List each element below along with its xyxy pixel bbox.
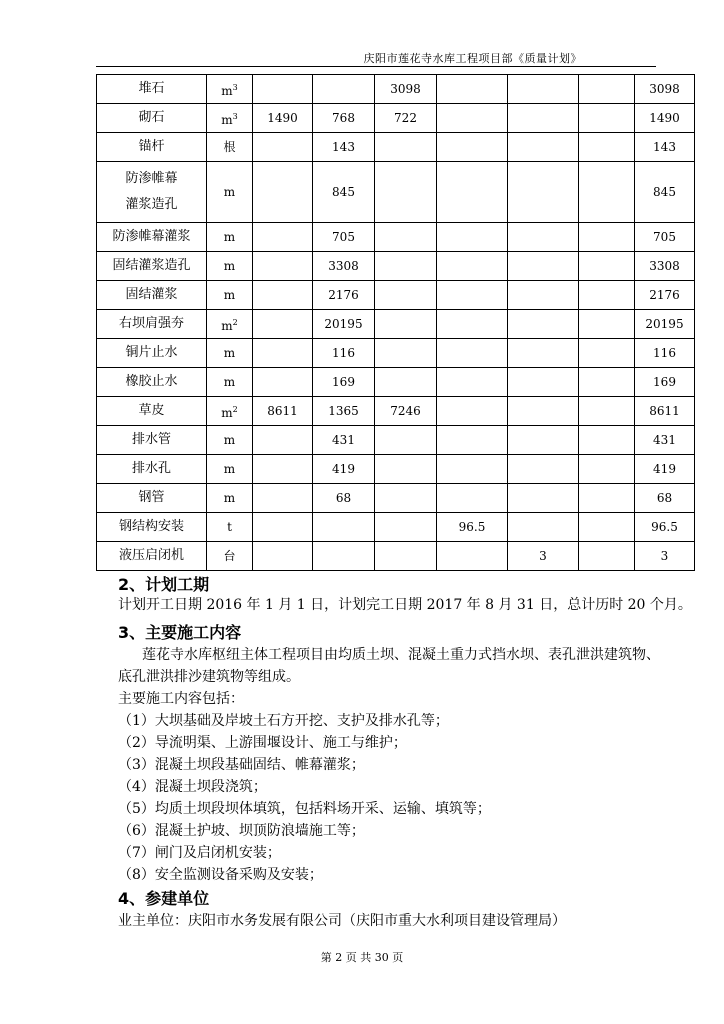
unit: m bbox=[223, 375, 236, 389]
unit-cell bbox=[207, 542, 253, 571]
value-cell bbox=[253, 281, 313, 310]
unit-cell bbox=[207, 281, 253, 310]
list-item: （5）均质土坝段坝体填筑，包括料场开采、运输、填筑等； bbox=[118, 801, 491, 817]
item-name-cell bbox=[97, 162, 207, 223]
value-cell: 3098 bbox=[375, 75, 437, 104]
item-name-cell bbox=[97, 426, 207, 455]
list-item: （4）混凝土坝段浇筑； bbox=[118, 779, 267, 795]
item-name: 防渗帷幕 bbox=[125, 171, 178, 186]
unit-cell bbox=[207, 162, 253, 223]
value-cell: 722 bbox=[375, 104, 437, 133]
section-3-list bbox=[118, 710, 491, 886]
unit-cell bbox=[207, 426, 253, 455]
value-cell bbox=[375, 252, 437, 281]
item-name-cell bbox=[97, 339, 207, 368]
value-cell bbox=[437, 484, 508, 513]
item-name: 固结灌浆 bbox=[125, 287, 178, 302]
item-name: 锚杆 bbox=[138, 139, 165, 154]
section-4-text: 业主单位：庆阳市水务发展有限公司（庆阳市重大水利项目建设管理局） bbox=[118, 913, 566, 929]
value-cell bbox=[508, 133, 579, 162]
value-cell bbox=[375, 513, 437, 542]
value-cell bbox=[375, 223, 437, 252]
total-cell: 116 bbox=[635, 339, 695, 368]
item-name: 防渗帷幕灌浆 bbox=[112, 229, 191, 244]
unit: m bbox=[221, 112, 233, 127]
unit-cell bbox=[207, 513, 253, 542]
empty-cell bbox=[579, 426, 635, 455]
list-item: （8）安全监测设备采购及安装； bbox=[118, 867, 323, 883]
empty-cell bbox=[579, 223, 635, 252]
section-3-intro: 主要施工内容包括： bbox=[118, 691, 244, 707]
item-name: 排水管 bbox=[131, 432, 171, 447]
table-row bbox=[97, 252, 695, 281]
item-name-cell bbox=[97, 484, 207, 513]
value-cell bbox=[508, 162, 579, 223]
total-cell: 845 bbox=[635, 162, 695, 223]
list-item: （3）混凝土坝段基础固结、帷幕灌浆； bbox=[118, 757, 365, 773]
list-item: （1）大坝基础及岸坡土石方开挖、支护及排水孔等； bbox=[118, 713, 449, 729]
value-cell bbox=[437, 455, 508, 484]
item-name-cell bbox=[97, 281, 207, 310]
total-cell: 96.5 bbox=[635, 513, 695, 542]
section-3-title: 3、主要施工内容 bbox=[118, 623, 242, 642]
unit-cell bbox=[207, 484, 253, 513]
item-name: 铜片止水 bbox=[125, 345, 178, 360]
unit-cell bbox=[207, 252, 253, 281]
total-cell: 3 bbox=[635, 542, 695, 571]
unit-superscript: 3 bbox=[232, 82, 238, 92]
page-footer: 第 2 页 共 30 页 bbox=[320, 951, 404, 964]
value-cell: 419 bbox=[313, 455, 375, 484]
value-cell bbox=[375, 426, 437, 455]
unit-cell bbox=[207, 310, 253, 339]
unit: m bbox=[221, 318, 233, 333]
unit-superscript: 2 bbox=[232, 404, 238, 414]
value-cell bbox=[253, 75, 313, 104]
table-row bbox=[97, 223, 695, 252]
item-name-cell bbox=[97, 368, 207, 397]
item-name-cell bbox=[97, 542, 207, 571]
item-name: 固结灌浆造孔 bbox=[112, 258, 191, 273]
item-name: 液压启闭机 bbox=[118, 548, 184, 563]
item-name: 堆石 bbox=[138, 81, 165, 96]
item-name: 钢管 bbox=[138, 490, 165, 505]
value-cell bbox=[508, 281, 579, 310]
total-cell: 169 bbox=[635, 368, 695, 397]
item-name-cell bbox=[97, 75, 207, 104]
table-row bbox=[97, 104, 695, 133]
total-cell: 419 bbox=[635, 455, 695, 484]
item-name-cell bbox=[97, 310, 207, 339]
value-cell bbox=[253, 252, 313, 281]
section-2-title: 2、计划工期 bbox=[118, 575, 210, 594]
unit-cell bbox=[207, 397, 253, 426]
item-name: 排水孔 bbox=[131, 461, 171, 476]
table-row bbox=[97, 513, 695, 542]
value-cell bbox=[375, 455, 437, 484]
value-cell bbox=[437, 252, 508, 281]
list-item: （7）闸门及启闭机安装； bbox=[118, 845, 281, 861]
empty-cell bbox=[579, 397, 635, 426]
empty-cell bbox=[579, 368, 635, 397]
section-3-para-line1: 莲花寺水库枢纽主体工程项目由均质土坝、混凝土重力式挡水坝、表孔泄洪建筑物、 bbox=[142, 647, 660, 663]
table-row bbox=[97, 281, 695, 310]
value-cell: 20195 bbox=[313, 310, 375, 339]
total-cell: 68 bbox=[635, 484, 695, 513]
total-cell: 705 bbox=[635, 223, 695, 252]
value-cell bbox=[437, 104, 508, 133]
value-cell bbox=[253, 484, 313, 513]
header-title: 庆阳市莲花寺水库工程项目部《质量计划》 bbox=[363, 52, 582, 65]
list-item: （2）导流明渠、上游围堰设计、施工与维护； bbox=[118, 735, 407, 751]
value-cell: 845 bbox=[313, 162, 375, 223]
value-cell bbox=[437, 133, 508, 162]
total-cell: 8611 bbox=[635, 397, 695, 426]
section-4-title: 4、参建单位 bbox=[118, 889, 210, 908]
unit: m bbox=[223, 185, 236, 199]
value-cell bbox=[437, 162, 508, 223]
value-cell bbox=[508, 455, 579, 484]
unit-cell bbox=[207, 368, 253, 397]
value-cell bbox=[375, 484, 437, 513]
item-name-cell bbox=[97, 455, 207, 484]
value-cell bbox=[313, 513, 375, 542]
value-cell bbox=[508, 426, 579, 455]
value-cell: 1365 bbox=[313, 397, 375, 426]
total-cell: 3098 bbox=[635, 75, 695, 104]
value-cell: 143 bbox=[313, 133, 375, 162]
value-cell bbox=[253, 223, 313, 252]
value-cell bbox=[375, 162, 437, 223]
value-cell bbox=[375, 368, 437, 397]
total-cell: 431 bbox=[635, 426, 695, 455]
list-item: （6）混凝土护坡、坝顶防浪墙施工等； bbox=[118, 823, 365, 839]
header-rule bbox=[96, 66, 656, 67]
value-cell bbox=[253, 542, 313, 571]
unit-cell bbox=[207, 104, 253, 133]
value-cell bbox=[437, 397, 508, 426]
table-row bbox=[97, 75, 695, 104]
unit-cell bbox=[207, 339, 253, 368]
value-cell bbox=[508, 75, 579, 104]
item-name: 钢结构安装 bbox=[118, 519, 184, 534]
value-cell: 2176 bbox=[313, 281, 375, 310]
value-cell: 3 bbox=[508, 542, 579, 571]
value-cell bbox=[437, 75, 508, 104]
empty-cell bbox=[579, 455, 635, 484]
unit-cell bbox=[207, 223, 253, 252]
value-cell: 68 bbox=[313, 484, 375, 513]
item-name-cell bbox=[97, 133, 207, 162]
value-cell bbox=[437, 368, 508, 397]
value-cell: 1490 bbox=[253, 104, 313, 133]
table-row bbox=[97, 426, 695, 455]
value-cell bbox=[508, 397, 579, 426]
unit: m bbox=[223, 433, 236, 447]
total-cell: 143 bbox=[635, 133, 695, 162]
empty-cell bbox=[579, 310, 635, 339]
value-cell: 3308 bbox=[313, 252, 375, 281]
unit: 根 bbox=[223, 140, 236, 154]
section-2-text: 计划开工日期 2016 年 1 月 1 日，计划完工日期 2017 年 8 月 31 日，总计历时 20 个月。 bbox=[118, 597, 692, 613]
table-row bbox=[97, 484, 695, 513]
item-name: 橡胶止水 bbox=[125, 374, 178, 389]
total-cell: 1490 bbox=[635, 104, 695, 133]
item-name-cell bbox=[97, 397, 207, 426]
table-row bbox=[97, 310, 695, 339]
value-cell bbox=[508, 104, 579, 133]
value-cell bbox=[253, 162, 313, 223]
unit: t bbox=[227, 520, 232, 534]
unit: m bbox=[223, 288, 236, 302]
empty-cell bbox=[579, 542, 635, 571]
total-cell: 20195 bbox=[635, 310, 695, 339]
unit: m bbox=[223, 259, 236, 273]
value-cell bbox=[375, 281, 437, 310]
item-name-cell bbox=[97, 252, 207, 281]
value-cell bbox=[437, 310, 508, 339]
item-name: 砌石 bbox=[138, 110, 165, 125]
value-cell: 7246 bbox=[375, 397, 437, 426]
value-cell bbox=[508, 223, 579, 252]
value-cell bbox=[375, 542, 437, 571]
unit: m bbox=[223, 462, 236, 476]
table-row bbox=[97, 397, 695, 426]
value-cell: 705 bbox=[313, 223, 375, 252]
table-row bbox=[97, 368, 695, 397]
value-cell: 169 bbox=[313, 368, 375, 397]
table-row bbox=[97, 455, 695, 484]
item-name-cell bbox=[97, 513, 207, 542]
unit-superscript: 3 bbox=[232, 111, 238, 121]
item-name-cell bbox=[97, 104, 207, 133]
unit: 台 bbox=[223, 549, 236, 563]
value-cell bbox=[508, 310, 579, 339]
value-cell bbox=[375, 339, 437, 368]
value-cell bbox=[437, 281, 508, 310]
value-cell bbox=[253, 513, 313, 542]
table-row bbox=[97, 162, 695, 223]
empty-cell bbox=[579, 484, 635, 513]
quantity-table bbox=[96, 74, 695, 571]
empty-cell bbox=[579, 162, 635, 223]
value-cell bbox=[253, 455, 313, 484]
item-name-line2: 灌浆造孔 bbox=[125, 197, 178, 212]
value-cell bbox=[253, 310, 313, 339]
table-row bbox=[97, 133, 695, 162]
value-cell: 768 bbox=[313, 104, 375, 133]
value-cell bbox=[253, 426, 313, 455]
unit-cell bbox=[207, 455, 253, 484]
value-cell bbox=[375, 133, 437, 162]
total-cell: 2176 bbox=[635, 281, 695, 310]
empty-cell bbox=[579, 75, 635, 104]
value-cell bbox=[437, 426, 508, 455]
value-cell bbox=[508, 252, 579, 281]
value-cell: 431 bbox=[313, 426, 375, 455]
total-cell: 3308 bbox=[635, 252, 695, 281]
value-cell bbox=[313, 75, 375, 104]
unit-superscript: 2 bbox=[232, 317, 238, 327]
value-cell bbox=[508, 368, 579, 397]
item-name: 草皮 bbox=[138, 403, 165, 418]
empty-cell bbox=[579, 339, 635, 368]
item-name: 右坝肩强夯 bbox=[118, 316, 184, 331]
unit-cell bbox=[207, 133, 253, 162]
unit: m bbox=[223, 230, 236, 244]
unit-cell bbox=[207, 75, 253, 104]
value-cell bbox=[313, 542, 375, 571]
empty-cell bbox=[579, 252, 635, 281]
unit: m bbox=[223, 346, 236, 360]
value-cell bbox=[437, 339, 508, 368]
empty-cell bbox=[579, 513, 635, 542]
unit: m bbox=[221, 83, 233, 98]
value-cell: 116 bbox=[313, 339, 375, 368]
empty-cell bbox=[579, 104, 635, 133]
empty-cell bbox=[579, 281, 635, 310]
value-cell bbox=[437, 542, 508, 571]
value-cell: 96.5 bbox=[437, 513, 508, 542]
value-cell bbox=[508, 339, 579, 368]
table-row bbox=[97, 339, 695, 368]
value-cell bbox=[253, 368, 313, 397]
section-3-para-line2: 底孔泄洪排沙建筑物等组成。 bbox=[118, 669, 300, 685]
item-name-cell bbox=[97, 223, 207, 252]
empty-cell bbox=[579, 133, 635, 162]
value-cell bbox=[253, 133, 313, 162]
value-cell bbox=[437, 223, 508, 252]
value-cell bbox=[508, 513, 579, 542]
table-row bbox=[97, 542, 695, 571]
value-cell bbox=[375, 310, 437, 339]
unit: m bbox=[221, 405, 233, 420]
unit: m bbox=[223, 491, 236, 505]
value-cell bbox=[508, 484, 579, 513]
value-cell: 8611 bbox=[253, 397, 313, 426]
value-cell bbox=[253, 339, 313, 368]
